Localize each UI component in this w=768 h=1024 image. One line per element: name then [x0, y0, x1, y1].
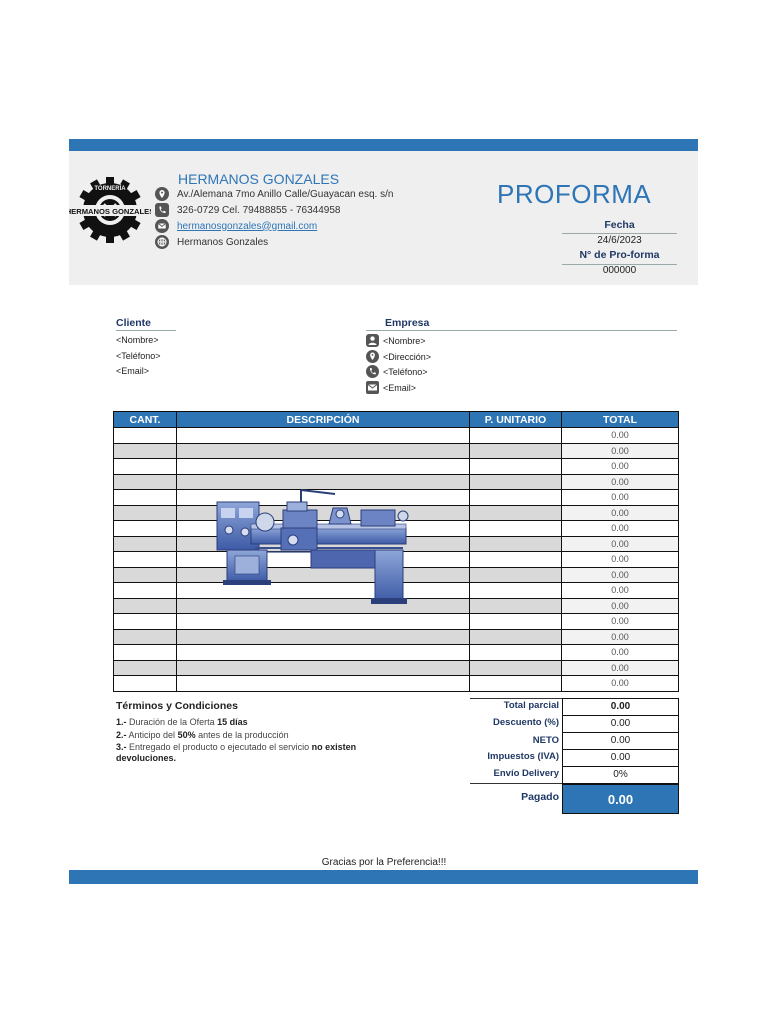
unit-price-cell[interactable] — [470, 552, 562, 568]
quantity-cell[interactable] — [114, 629, 177, 645]
empresa-address[interactable]: <Dirección> — [383, 351, 432, 362]
net-label: NETO — [532, 735, 559, 746]
web-row — [155, 234, 268, 250]
header-description: DESCRIPCIÓN — [177, 412, 470, 428]
phone-icon — [155, 203, 169, 217]
total-cell: 0.00 — [562, 521, 679, 537]
terms-title: Términos y Condiciones — [116, 700, 238, 712]
client-email[interactable]: <Email> — [116, 366, 150, 376]
logo-main-text: HERMANOS GONZALES — [69, 207, 151, 216]
empresa-divider — [366, 330, 677, 331]
company-web: Hermanos Gonzales — [177, 236, 269, 248]
address-row — [155, 186, 393, 202]
table-row — [114, 428, 679, 444]
header-quantity: CANT. — [114, 412, 177, 428]
total-cell: 0.00 — [562, 474, 679, 490]
empresa-name[interactable]: <Nombre> — [383, 335, 426, 346]
term-2-highlight: 50% — [177, 730, 196, 740]
location-icon — [366, 350, 379, 363]
unit-price-cell[interactable] — [470, 443, 562, 459]
description-cell[interactable] — [177, 660, 470, 676]
subtotal-label: Total parcial — [503, 700, 559, 711]
discount-label: Descuento (%) — [493, 717, 559, 728]
term-2 — [116, 730, 416, 741]
quantity-cell[interactable] — [114, 505, 177, 521]
total-cell: 0.00 — [562, 490, 679, 506]
term-2-text: Anticipo del — [128, 730, 176, 740]
company-logo — [69, 160, 151, 252]
location-icon — [155, 187, 169, 201]
header-total: TOTAL — [562, 412, 679, 428]
unit-price-cell[interactable] — [470, 614, 562, 630]
term-3-highlight-end: devoluciones. — [116, 753, 177, 763]
empresa-address-row — [366, 350, 431, 363]
subtotal-value: 0.00 — [562, 698, 679, 716]
description-cell[interactable] — [177, 443, 470, 459]
date-value: 24/6/2023 — [597, 235, 642, 246]
quantity-cell[interactable] — [114, 443, 177, 459]
term-1-number: 1.- — [116, 717, 127, 727]
company-name: HERMANOS GONZALES — [178, 171, 340, 187]
phone-row — [155, 202, 340, 218]
empresa-title: Empresa — [385, 317, 430, 329]
logo-top-text: TORNERÍA — [94, 186, 126, 192]
top-accent-bar — [69, 139, 698, 151]
term-2-number: 2.- — [116, 730, 127, 740]
summary-bottom-line — [470, 783, 562, 784]
total-cell: 0.00 — [562, 583, 679, 599]
quantity-cell[interactable] — [114, 614, 177, 630]
client-phone[interactable]: <Teléfono> — [116, 351, 161, 361]
quantity-cell[interactable] — [114, 552, 177, 568]
unit-price-cell[interactable] — [470, 536, 562, 552]
quantity-cell[interactable] — [114, 645, 177, 661]
quantity-cell[interactable] — [114, 676, 177, 692]
total-cell: 0.00 — [562, 598, 679, 614]
unit-price-cell[interactable] — [470, 505, 562, 521]
unit-price-cell[interactable] — [470, 645, 562, 661]
empresa-name-row — [366, 334, 426, 347]
unit-price-cell[interactable] — [470, 428, 562, 444]
term-3 — [116, 742, 416, 764]
delivery-value[interactable]: 0% — [562, 766, 679, 784]
thanks-message: Gracias por la Preferencia!!! — [321, 857, 447, 868]
unit-price-cell[interactable] — [470, 459, 562, 475]
table-row — [114, 443, 679, 459]
unit-price-cell[interactable] — [470, 598, 562, 614]
table-row — [114, 676, 679, 692]
table-row — [114, 459, 679, 475]
unit-price-cell[interactable] — [470, 676, 562, 692]
total-cell: 0.00 — [562, 645, 679, 661]
client-name[interactable]: <Nombre> — [116, 335, 159, 345]
quantity-cell[interactable] — [114, 490, 177, 506]
lathe-machine-image — [211, 488, 416, 606]
total-cell: 0.00 — [562, 629, 679, 645]
total-cell: 0.00 — [562, 443, 679, 459]
quantity-cell[interactable] — [114, 583, 177, 599]
unit-price-cell[interactable] — [470, 567, 562, 583]
globe-icon — [155, 235, 169, 249]
client-title: Cliente — [116, 317, 152, 329]
description-cell[interactable] — [177, 459, 470, 475]
paid-label: Pagado — [521, 791, 559, 803]
total-cell: 0.00 — [562, 536, 679, 552]
description-cell[interactable] — [177, 614, 470, 630]
quantity-cell[interactable] — [114, 660, 177, 676]
mail-icon — [366, 381, 379, 394]
empresa-email[interactable]: <Email> — [383, 382, 417, 393]
total-cell: 0.00 — [562, 567, 679, 583]
empresa-phone-row — [366, 365, 428, 378]
term-3-text: Entregado el producto o ejecutado el servicio — [129, 742, 310, 752]
term-2-text-end: antes de la producción — [198, 730, 289, 740]
number-value: 000000 — [602, 265, 637, 276]
description-cell[interactable] — [177, 629, 470, 645]
unit-price-cell[interactable] — [470, 521, 562, 537]
unit-price-cell[interactable] — [470, 474, 562, 490]
table-row — [114, 629, 679, 645]
total-cell: 0.00 — [562, 428, 679, 444]
delivery-label: Envío Delivery — [493, 768, 559, 779]
table-header-row — [114, 412, 679, 428]
table-row — [114, 614, 679, 630]
email-row — [155, 218, 317, 234]
total-cell: 0.00 — [562, 676, 679, 692]
quantity-cell[interactable] — [114, 598, 177, 614]
term-3-highlight: no existen — [311, 742, 357, 752]
summary-top-line — [470, 698, 562, 699]
unit-price-cell[interactable] — [470, 583, 562, 599]
term-3-number: 3.- — [116, 742, 127, 752]
header-unit-price: P. UNITARIO — [470, 412, 562, 428]
mail-icon — [155, 219, 169, 233]
total-cell: 0.00 — [562, 552, 679, 568]
total-cell: 0.00 — [562, 505, 679, 521]
phone-icon — [366, 365, 379, 378]
total-cell: 0.00 — [562, 660, 679, 676]
tax-value[interactable]: 0.00 — [562, 749, 679, 767]
client-divider — [116, 330, 176, 331]
empresa-email-row — [366, 381, 416, 394]
quantity-cell[interactable] — [114, 521, 177, 537]
quantity-cell[interactable] — [114, 474, 177, 490]
tax-label: Impuestos (IVA) — [487, 751, 559, 762]
net-value: 0.00 — [562, 732, 679, 750]
unit-price-cell[interactable] — [470, 660, 562, 676]
description-cell[interactable] — [177, 676, 470, 692]
term-1-highlight: 15 días — [217, 717, 248, 727]
quantity-cell[interactable] — [114, 567, 177, 583]
description-cell[interactable] — [177, 428, 470, 444]
bottom-accent-bar — [69, 870, 698, 884]
table-row — [114, 660, 679, 676]
term-1 — [116, 717, 416, 728]
term-1-text: Duración de la Oferta — [129, 717, 215, 727]
quantity-cell[interactable] — [114, 536, 177, 552]
quantity-cell[interactable] — [114, 428, 177, 444]
table-row — [114, 645, 679, 661]
number-label: N° de Pro-forma — [579, 249, 660, 261]
description-cell[interactable] — [177, 645, 470, 661]
total-cell: 0.00 — [562, 459, 679, 475]
date-label: Fecha — [604, 219, 635, 231]
quantity-cell[interactable] — [114, 459, 177, 475]
date-divider — [562, 233, 677, 234]
company-address: Av./Alemana 7mo Anillo Calle/Guayacan esq. s/n — [177, 188, 394, 200]
unit-price-cell[interactable] — [470, 490, 562, 506]
unit-price-cell[interactable] — [470, 629, 562, 645]
company-email-link[interactable]: hermanosgonzales@gmail.com — [177, 220, 318, 232]
paid-value: 0.00 — [562, 784, 679, 814]
total-cell: 0.00 — [562, 614, 679, 630]
user-icon — [366, 334, 379, 347]
company-phones: 326-0729 Cel. 79488855 - 76344958 — [177, 204, 341, 216]
discount-value[interactable]: 0.00 — [562, 715, 679, 733]
empresa-phone[interactable]: <Teléfono> — [383, 366, 428, 377]
document-title: PROFORMA — [497, 179, 652, 209]
